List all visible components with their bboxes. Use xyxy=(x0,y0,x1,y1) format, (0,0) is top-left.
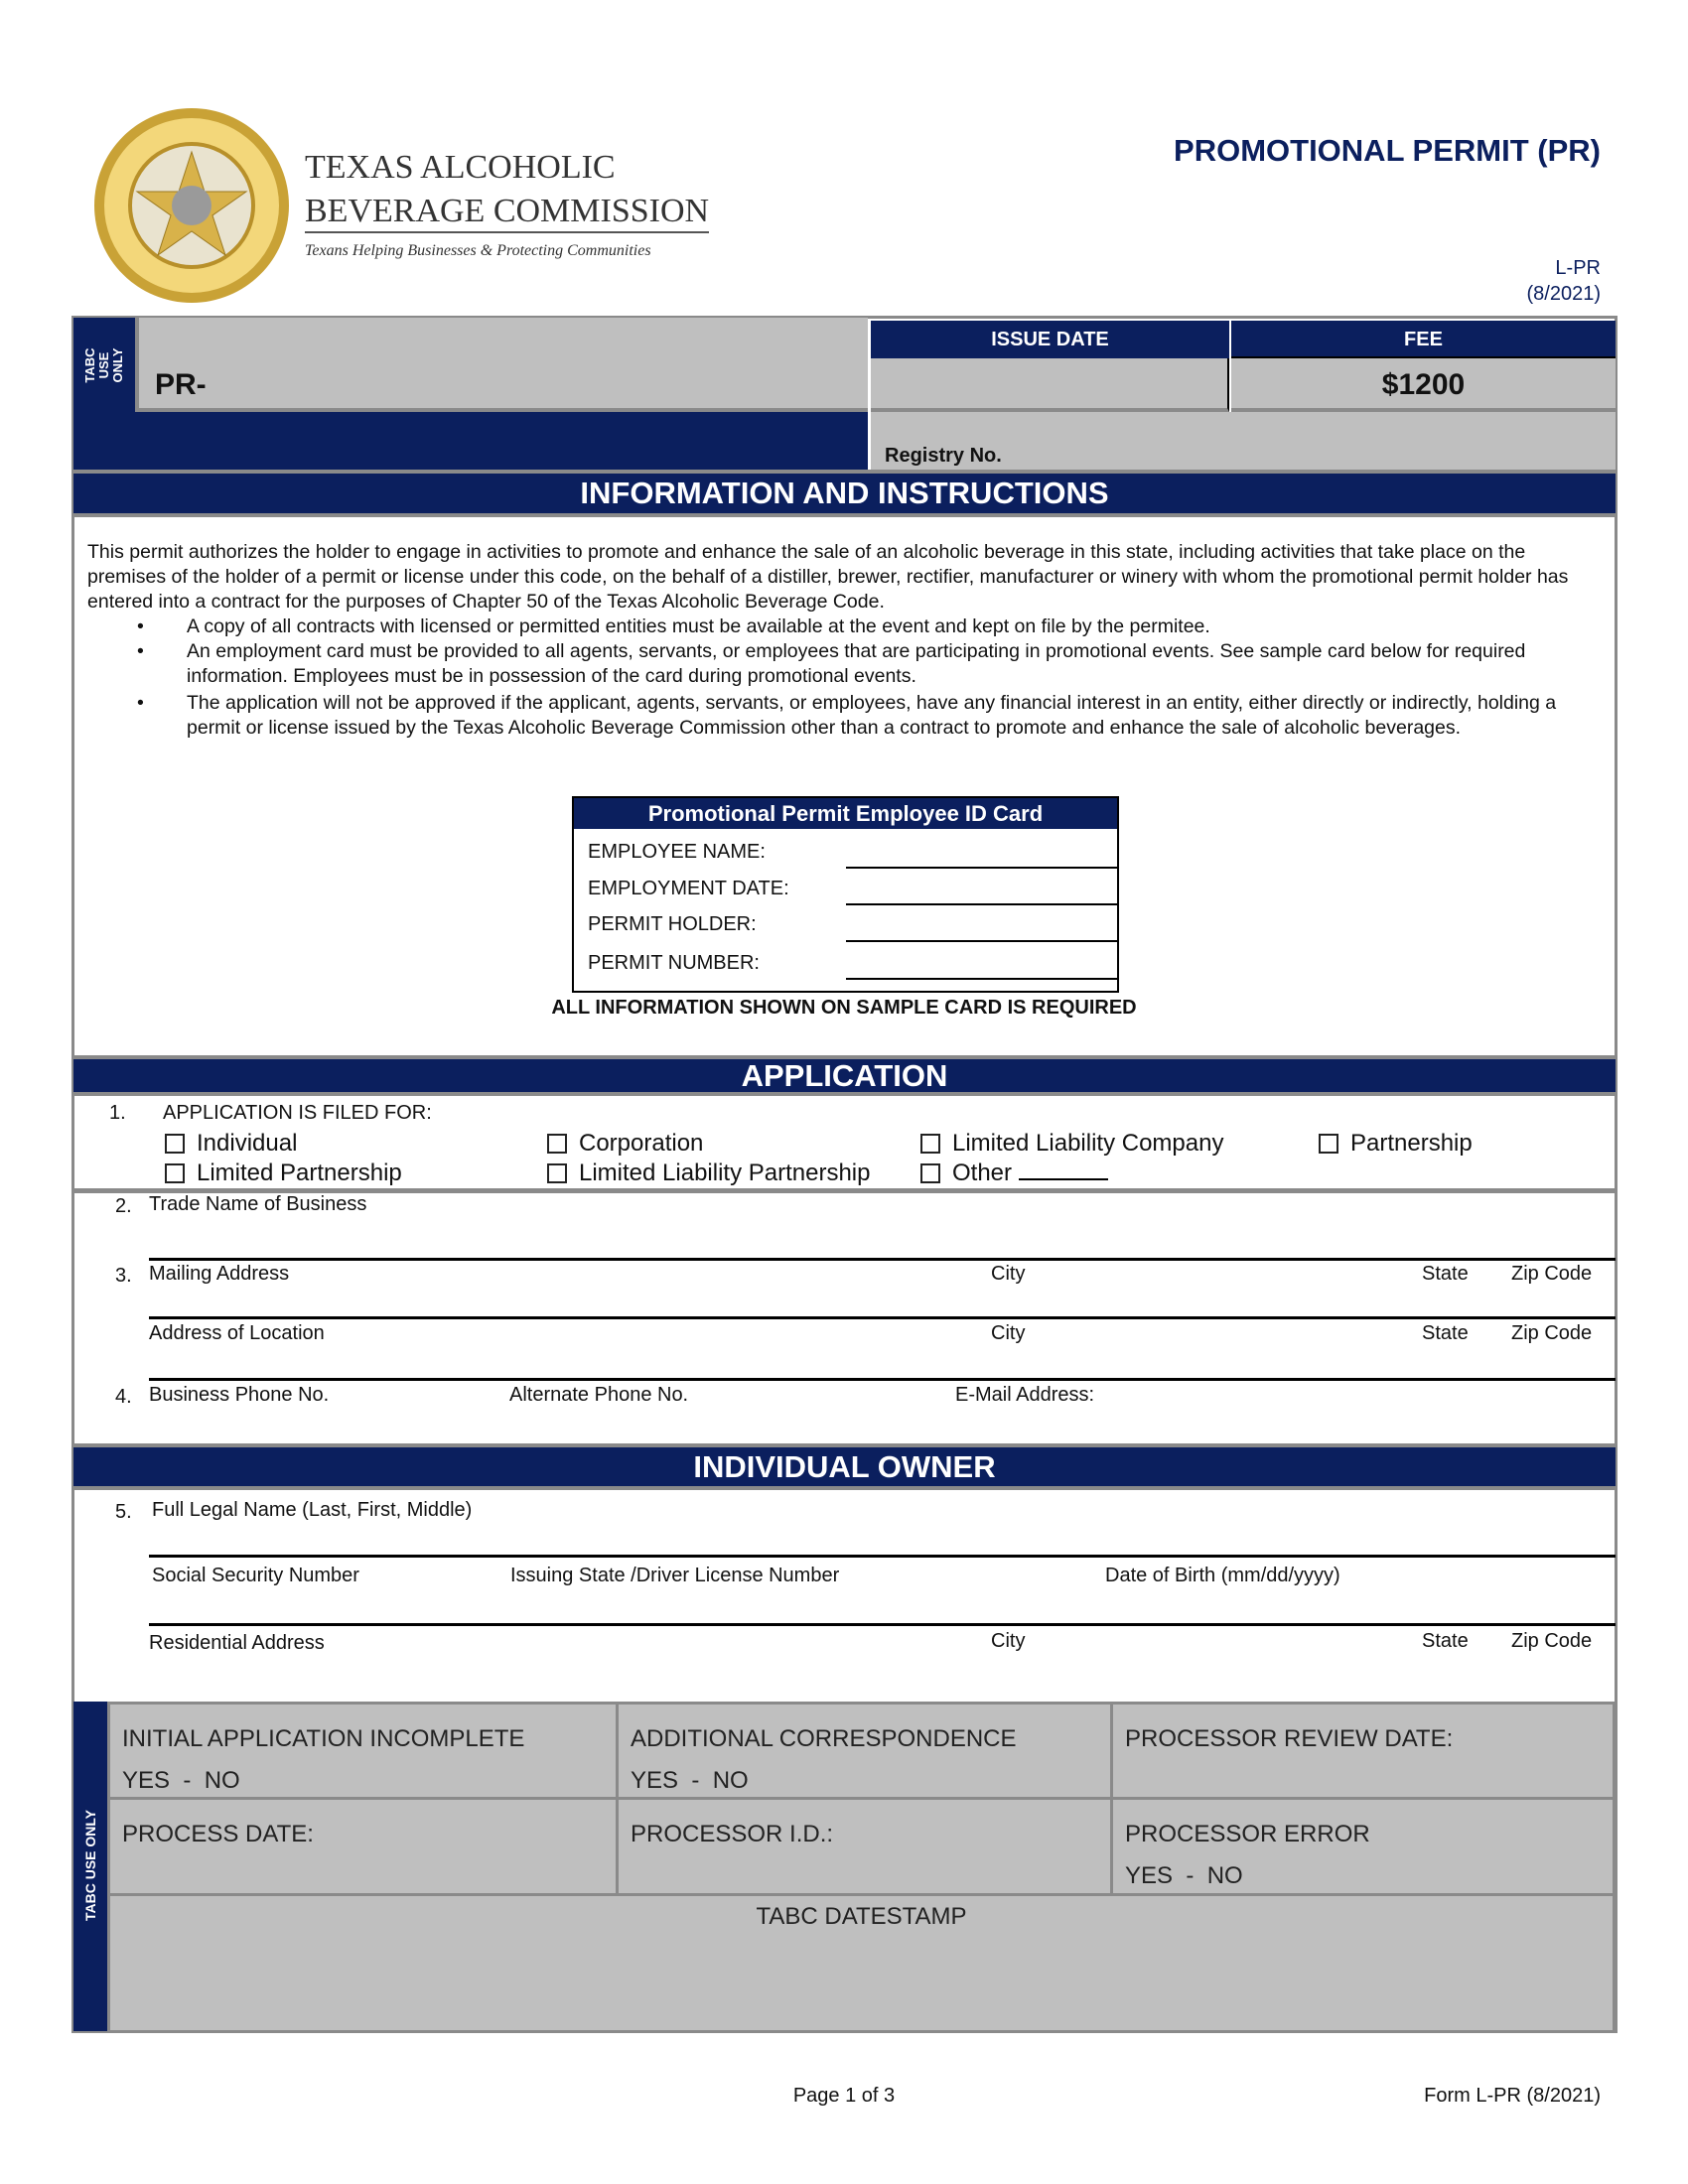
form-code: L-PR xyxy=(1555,257,1601,279)
checkbox-corporation[interactable]: Corporation xyxy=(547,1130,703,1158)
seal-icon xyxy=(90,104,294,308)
residential-zip-label: Zip Code xyxy=(1511,1630,1593,1652)
checkbox-other[interactable]: Other xyxy=(920,1160,1108,1187)
location-address-label: Address of Location xyxy=(149,1322,325,1344)
q3-number: 3. xyxy=(115,1265,132,1287)
business-phone-label: Business Phone No. xyxy=(149,1384,330,1406)
q1-number: 1. xyxy=(109,1102,126,1124)
checkbox-individual[interactable]: Individual xyxy=(165,1130,297,1158)
q4-number: 4. xyxy=(115,1386,132,1408)
mailing-address-label: Mailing Address xyxy=(149,1263,290,1285)
q2-number: 2. xyxy=(115,1195,132,1217)
info-text xyxy=(87,540,1607,741)
processor-review-date-cell[interactable]: PROCESSOR REVIEW DATE: xyxy=(1110,1702,1616,1800)
ssn-label: Social Security Number xyxy=(152,1565,359,1586)
residential-city-label: City xyxy=(991,1630,1026,1652)
residential-address-label: Residential Address xyxy=(149,1632,325,1654)
page-number: Page 1 of 3 xyxy=(792,2085,896,2107)
fee-value: $1200 xyxy=(1231,358,1616,412)
trade-name-input[interactable] xyxy=(149,1219,1614,1257)
process-date-cell[interactable]: PROCESS DATE: xyxy=(107,1797,619,1896)
bullet-item: • An employment card must be provided to all agents, servants, or employees that are participating in promotional events. See sample card below for required information. Employees must be in possession of the card during promotional events. xyxy=(137,640,1526,687)
logo-line2: BEVERAGE COMMISSION xyxy=(305,192,709,233)
datestamp-cell: TABC DATESTAMP xyxy=(107,1893,1616,2033)
footer-form-code: Form L-PR (8/2021) xyxy=(1424,2085,1601,2107)
issue-date-header: ISSUE DATE xyxy=(871,321,1229,358)
full-name-label: Full Legal Name (Last, First, Middle) xyxy=(152,1499,473,1521)
info-intro: This permit authorizes the holder to engage in activities to promote and enhance the sale of an alcoholic beverage in this state, including activities that take place on the premises of the holder of a permit or license under this code, on the behalf of a distiller, brewer, rectifier, manufacturer or winery with whom the promotional permit holder has entered into a contract for the purposes of Chapter 50 of the Texas Alcoholic Beverage Code. xyxy=(87,541,1569,613)
trade-name-label: Trade Name of Business xyxy=(149,1193,367,1215)
form-title: PROMOTIONAL PERMIT (PR) xyxy=(1174,133,1601,168)
application-heading: APPLICATION xyxy=(73,1055,1616,1096)
info-heading: INFORMATION AND INSTRUCTIONS xyxy=(73,470,1616,517)
processor-error-cell[interactable]: PROCESSOR ERROR YES - NO xyxy=(1110,1797,1616,1896)
checkbox-llp[interactable]: Limited Liability Partnership xyxy=(547,1160,870,1187)
card-note: ALL INFORMATION SHOWN ON SAMPLE CARD IS REQUIRED xyxy=(551,997,1137,1019)
registry-number-field[interactable]: Registry No. xyxy=(871,412,1616,470)
residential-state-label: State xyxy=(1422,1630,1469,1652)
logo-tagline: Texans Helping Businesses & Protecting Communities xyxy=(305,242,651,259)
location-state-label: State xyxy=(1422,1322,1469,1344)
id-card-sample xyxy=(572,796,1119,993)
dob-label: Date of Birth (mm/dd/yyyy) xyxy=(1105,1565,1340,1586)
individual-owner-heading: INDIVIDUAL OWNER xyxy=(73,1443,1616,1490)
card-field-label: EMPLOYEE NAME: xyxy=(588,841,766,863)
issue-date-field[interactable] xyxy=(871,358,1229,412)
location-zip-label: Zip Code xyxy=(1511,1322,1593,1344)
location-city-label: City xyxy=(991,1322,1026,1344)
card-field-label: PERMIT NUMBER: xyxy=(588,952,760,974)
mailing-zip-label: Zip Code xyxy=(1511,1263,1593,1285)
mailing-city-label: City xyxy=(991,1263,1026,1285)
card-field-label: PERMIT HOLDER: xyxy=(588,913,757,935)
driver-license-label: Issuing State /Driver License Number xyxy=(510,1565,840,1586)
q5-number: 5. xyxy=(115,1501,132,1523)
tabc-use-only-side: TABC USE ONLY xyxy=(73,1702,107,2031)
form-date: (8/2021) xyxy=(1526,283,1601,305)
fee-header: FEE xyxy=(1231,321,1616,358)
checkbox-llc[interactable]: Limited Liability Company xyxy=(920,1130,1223,1158)
checkbox-limited-partnership[interactable]: Limited Partnership xyxy=(165,1160,402,1187)
processor-id-cell[interactable]: PROCESSOR I.D.: xyxy=(616,1797,1113,1896)
bullet-item: • The application will not be approved if the applicant, agents, servants, or employees, have any financial interest in an entity, either directly or indirectly, holding a permit or license issued by the Texas Alcoholic Beverage Commission other than a contract to promote and enhance the sale of alcoholic beverages. xyxy=(137,692,1557,739)
logo-line1: TEXAS ALCOHOLIC xyxy=(305,149,616,186)
tabc-use-only-label: TABC USE ONLY xyxy=(73,318,135,412)
tabc-logo xyxy=(90,104,711,308)
mailing-state-label: State xyxy=(1422,1263,1469,1285)
additional-correspondence-cell[interactable]: ADDITIONAL CORRESPONDENCE YES - NO xyxy=(616,1702,1113,1800)
card-field-label: EMPLOYMENT DATE: xyxy=(588,878,789,899)
permit-number-field[interactable]: PR- xyxy=(135,318,868,412)
id-card-title: Promotional Permit Employee ID Card xyxy=(574,798,1117,829)
initial-incomplete-cell[interactable]: INITIAL APPLICATION INCOMPLETE YES - NO xyxy=(107,1702,619,1800)
alternate-phone-label: Alternate Phone No. xyxy=(509,1384,689,1406)
email-label: E-Mail Address: xyxy=(955,1384,1095,1406)
office-navy-block xyxy=(73,412,868,470)
checkbox-partnership[interactable]: Partnership xyxy=(1319,1130,1473,1158)
q1-label: APPLICATION IS FILED FOR: xyxy=(163,1102,432,1124)
bullet-item: • A copy of all contracts with licensed or permitted entities must be available at the event and kept on file by the permitee. xyxy=(137,615,1210,637)
